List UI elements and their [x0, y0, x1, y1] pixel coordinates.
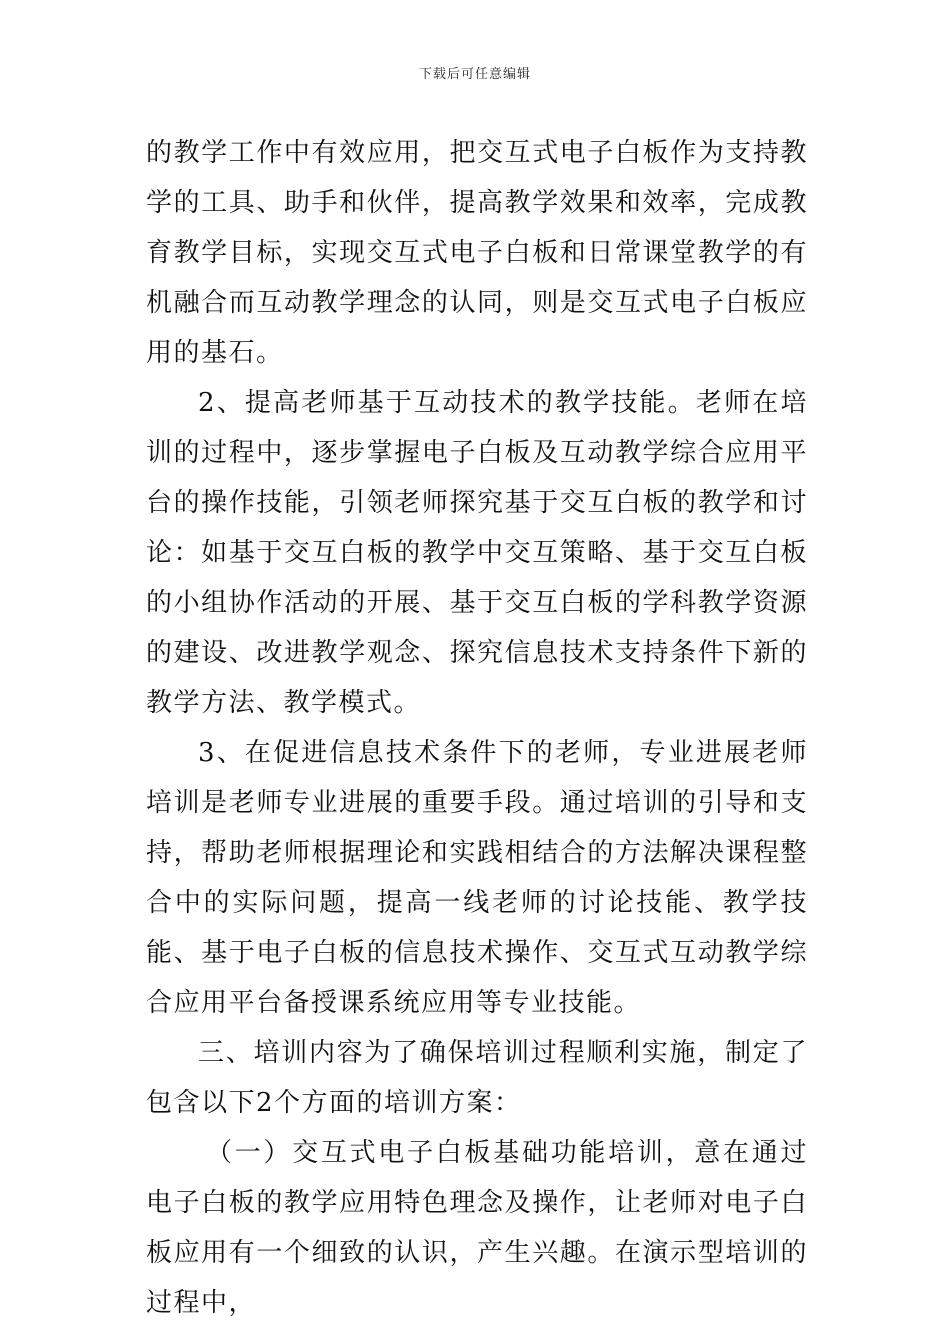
paragraph-subsection-1: （一）交互式电子白板基础功能培训，意在通过电子白板的教学应用特色理念及操作，让老师对电子白板应用有一个细致的认识，产生兴趣。在演示型培训的过程中，	[146, 1138, 808, 1318]
paragraph-section-3: 三、培训内容为了确保培训过程顺利实施，制定了包含以下2个方面的培训方案：	[146, 1038, 808, 1118]
document-body	[146, 128, 808, 1328]
page-header: 下载后可任意编辑	[418, 67, 531, 82]
paragraph-item-2: 2、提高老师基于互动技术的教学技能。老师在培训的过程中，逐步掌握电子白板及互动教学综合应用平台的操作技能，引领老师探究基于交互白板的教学和讨论：如基于交互白板的教学中交互策略、基于交互白板的小组协作活动的开展、基于交互白板的学科教学资源的建设、改进教学观念、探究信息技术支持条件下新的教学方法、教学模式。	[146, 388, 808, 718]
paragraph-item-3: 3、在促进信息技术条件下的老师，专业进展老师培训是老师专业进展的重要手段。通过培训的引导和支持，帮助老师根据理论和实践相结合的方法解决课程整合中的实际问题，提高一线老师的讨论技能、教学技能、基于电子白板的信息技术操作、交互式互动教学综合应用平台备授课系统应用等专业技能。	[146, 738, 808, 1018]
paragraph-continuation: 的教学工作中有效应用，把交互式电子白板作为支持教学的工具、助手和伙伴，提高教学效果和效率，完成教育教学目标，实现交互式电子白板和日常课堂教学的有机融合而互动教学理念的认同，则是交互式电子白板应用的基石。	[146, 138, 808, 368]
